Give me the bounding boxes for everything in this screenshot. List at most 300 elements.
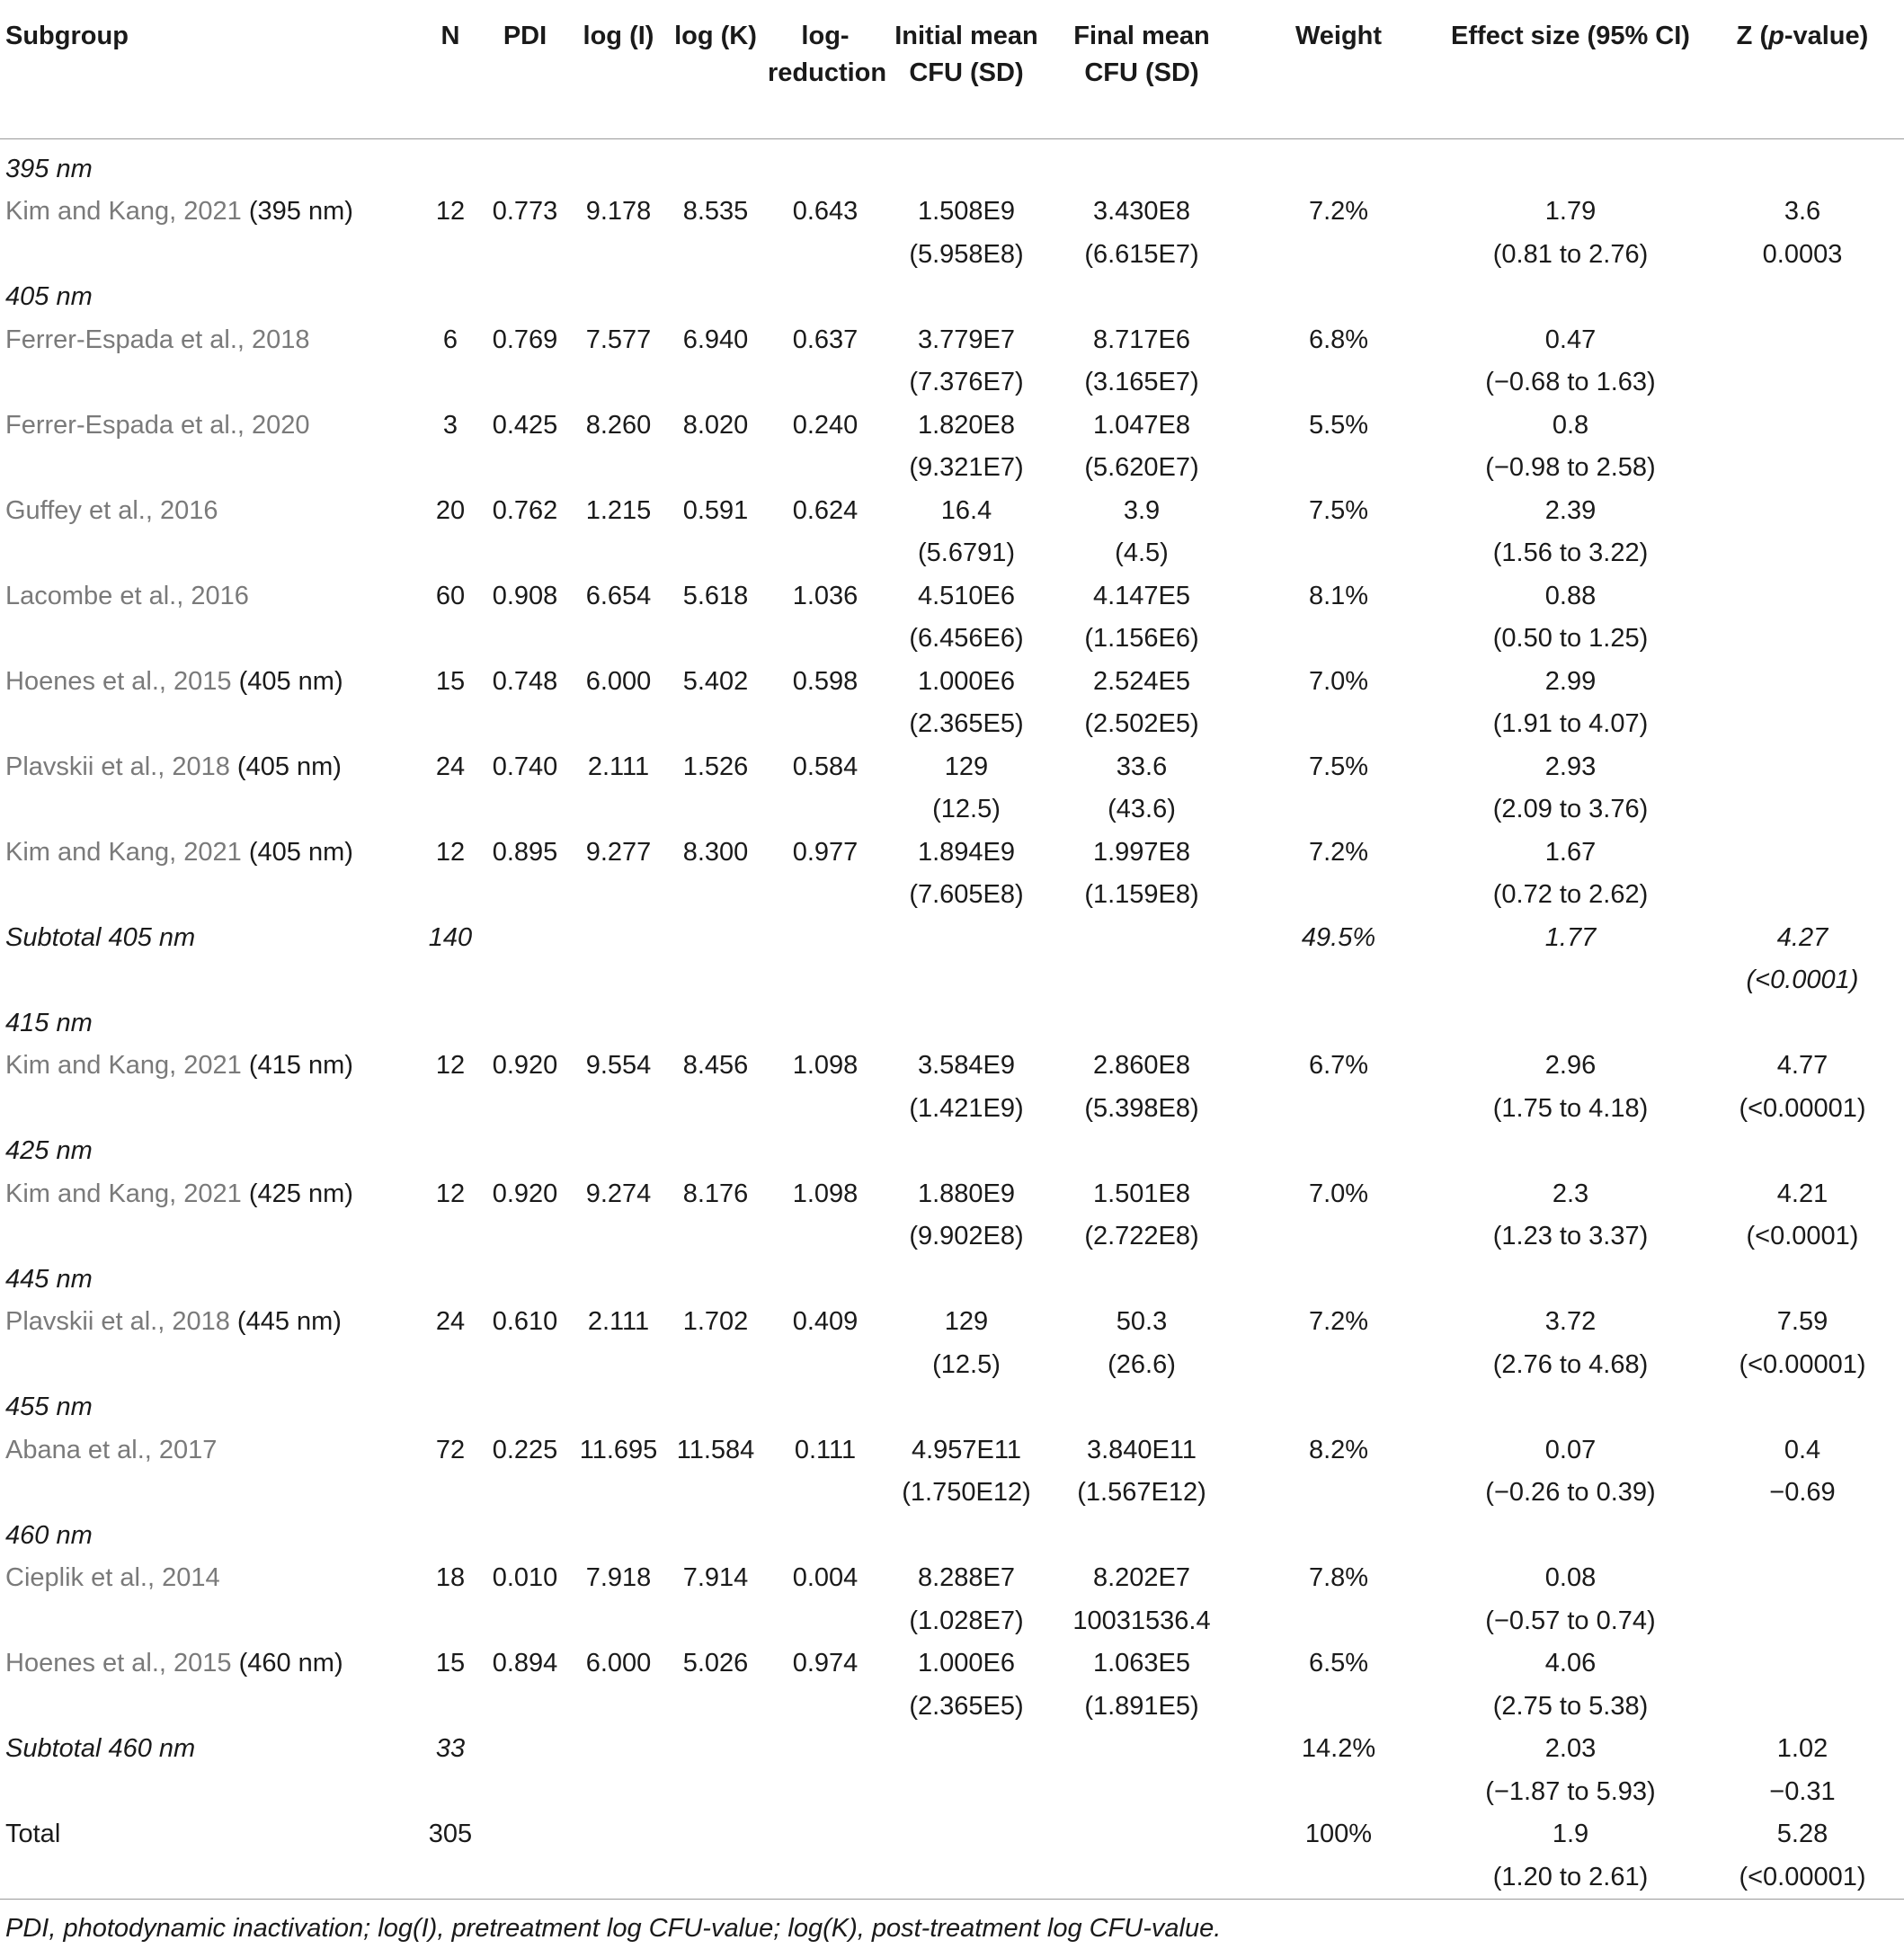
cell-initial (886, 661, 1046, 746)
cell-effect-size-value: 2.99 (1544, 666, 1597, 696)
cell-final-value: 33.6 (1116, 752, 1168, 781)
cell-log-i: 9.277 (585, 837, 652, 867)
cell-log-k: 5.026 (682, 1649, 749, 1678)
cell-empty (667, 917, 764, 1002)
cell-initial-value: 3.779E7 (917, 325, 1016, 354)
cell-effect-size (1440, 1173, 1701, 1259)
cell-effect-size (1440, 575, 1701, 661)
cell-effect-size-detail: (2.76 to 4.68) (1492, 1349, 1649, 1379)
group-heading-row (0, 1002, 1904, 1046)
cell-log-k: 8.300 (682, 837, 749, 867)
study-wavelength: (460 nm) (231, 1649, 343, 1678)
cell-final-detail: (1.891E5) (1084, 1691, 1199, 1721)
cell-effect-size-detail: (−0.57 to 0.74) (1485, 1606, 1656, 1635)
table-body (0, 138, 1904, 1900)
study-label (0, 405, 421, 490)
study-label (0, 1429, 421, 1515)
cell-z (1701, 490, 1904, 575)
cell-effect-size-detail: (0.72 to 2.62) (1492, 880, 1649, 909)
cell-z-value: 4.77 (1776, 1051, 1828, 1080)
cell-initial-value: 4.957E11 (911, 1435, 1022, 1464)
cell-effect-size (1440, 746, 1701, 832)
subtotal-row (0, 1728, 1904, 1813)
cell-final (1046, 1045, 1237, 1130)
subtotal-row (0, 917, 1904, 1002)
cell-final (1046, 1173, 1237, 1259)
cell-final-value: 1.501E8 (1092, 1179, 1191, 1208)
cell-effect-size-detail: (−0.98 to 2.58) (1485, 453, 1656, 482)
cell-z-value: 4.21 (1776, 1179, 1828, 1208)
cell-n: 12 (435, 837, 466, 867)
study-row (0, 746, 1904, 832)
study-author: Hoenes et al., 2015 (5, 1649, 232, 1678)
cell-weight: 7.2% (1308, 1307, 1369, 1336)
cell-effect-size (1440, 1728, 1701, 1813)
cell-z (1701, 1813, 1904, 1900)
cell-initial (886, 746, 1046, 832)
cell-effect-size-value: 2.93 (1544, 752, 1597, 781)
cell-pdi: 0.610 (492, 1307, 558, 1336)
cell-log-i: 6.654 (585, 581, 652, 610)
study-row (0, 832, 1904, 917)
cell-initial-value: 1.894E9 (917, 837, 1016, 867)
study-label (0, 1173, 421, 1259)
cell-initial-detail: (9.902E8) (909, 1222, 1024, 1250)
spacer-cell (0, 138, 1904, 148)
cell-pdi: 0.773 (492, 197, 558, 226)
col-header-effect-size: Effect size (95% CI) (1440, 0, 1701, 138)
cell-initial-detail: (7.605E8) (909, 880, 1024, 909)
cell-empty (480, 917, 570, 1002)
cell-initial-value: 129 (944, 1307, 989, 1336)
study-author: Ferrer-Espada et al., 2020 (5, 410, 310, 440)
cell-final-value: 1.047E8 (1092, 410, 1191, 440)
cell-log-i: 9.178 (585, 197, 652, 226)
z-header-suffix: -value) (1784, 22, 1869, 50)
cell-z-value: 7.59 (1776, 1307, 1828, 1336)
cell-empty (1046, 1728, 1237, 1813)
cell-z (1701, 917, 1904, 1002)
study-label (0, 490, 421, 575)
subtotal-label: Subtotal 460 nm (5, 1734, 196, 1763)
cell-final-value: 1.997E8 (1092, 837, 1191, 867)
cell-final (1046, 575, 1237, 661)
study-label (0, 1557, 421, 1642)
group-heading: 415 nm (5, 1008, 93, 1037)
cell-weight: 5.5% (1308, 410, 1369, 440)
study-author: Kim and Kang, 2021 (5, 837, 242, 867)
cell-initial-detail: (9.321E7) (909, 453, 1024, 482)
cell-n: 12 (435, 1051, 466, 1080)
cell-initial-value: 1.000E6 (917, 1649, 1016, 1678)
cell-weight: 14.2% (1301, 1734, 1376, 1763)
cell-effect-size-value: 1.9 (1552, 1820, 1589, 1848)
study-row (0, 1642, 1904, 1728)
cell-pdi: 0.769 (492, 325, 558, 354)
cell-log-i: 6.000 (585, 1649, 652, 1678)
group-heading-row (0, 1130, 1904, 1173)
cell-initial (886, 191, 1046, 276)
cell-weight: 8.1% (1308, 581, 1369, 610)
cell-initial (886, 1173, 1046, 1259)
study-wavelength: (415 nm) (241, 1051, 353, 1080)
cell-empty (570, 917, 667, 1002)
cell-z-detail: (<0.00001) (1739, 1093, 1866, 1123)
col-header-weight: Weight (1237, 0, 1440, 138)
col-header-initial: Initial mean CFU (SD) (886, 0, 1046, 138)
cell-initial (886, 1429, 1046, 1515)
cell-z-value: 0.4 (1784, 1435, 1821, 1464)
cell-log-reduction: 0.584 (792, 752, 859, 781)
cell-weight: 8.2% (1308, 1435, 1369, 1464)
cell-effect-size (1440, 661, 1701, 746)
cell-z (1701, 1301, 1904, 1386)
cell-effect-size-value: 0.8 (1552, 410, 1589, 440)
cell-final-value: 3.9 (1123, 495, 1161, 525)
study-author: Plavskii et al., 2018 (5, 1307, 230, 1336)
study-label (0, 661, 421, 746)
cell-log-k: 7.914 (682, 1563, 749, 1592)
study-wavelength: (395 nm) (241, 197, 353, 226)
cell-initial (886, 575, 1046, 661)
total-row (0, 1813, 1904, 1900)
cell-z-value: 3.6 (1784, 197, 1821, 226)
study-label (0, 746, 421, 832)
cell-final-detail: (2.502E5) (1084, 709, 1199, 738)
cell-effect-size-value: 2.3 (1552, 1179, 1589, 1208)
cell-effect-size-detail: (1.91 to 4.07) (1492, 709, 1649, 738)
cell-z (1701, 191, 1904, 276)
col-header-pdi: PDI (480, 0, 570, 138)
cell-final-value: 8.202E7 (1092, 1563, 1191, 1592)
cell-effect-size (1440, 490, 1701, 575)
cell-log-k: 11.584 (676, 1435, 755, 1464)
cell-z (1701, 746, 1904, 832)
cell-pdi: 0.762 (492, 495, 558, 525)
study-row (0, 575, 1904, 661)
cell-z (1701, 575, 1904, 661)
study-label (0, 191, 421, 276)
study-row (0, 1173, 1904, 1259)
group-heading-row (0, 1386, 1904, 1429)
cell-effect-size-value: 0.47 (1544, 325, 1597, 354)
study-author: Cieplik et al., 2014 (5, 1563, 220, 1592)
cell-empty (886, 1728, 1046, 1813)
cell-final-detail: (43.6) (1108, 795, 1176, 823)
cell-final-detail: (3.165E7) (1084, 368, 1199, 396)
cell-weight: 7.0% (1308, 666, 1369, 696)
cell-n: 72 (435, 1435, 466, 1464)
cell-pdi: 0.908 (492, 581, 558, 610)
cell-weight: 49.5% (1301, 922, 1376, 952)
cell-pdi: 0.010 (492, 1563, 558, 1592)
cell-final (1046, 832, 1237, 917)
cell-final-detail: (5.398E8) (1084, 1093, 1199, 1123)
cell-weight: 7.2% (1308, 837, 1369, 867)
cell-weight: 7.0% (1308, 1179, 1369, 1208)
study-label (0, 1045, 421, 1130)
cell-log-reduction: 0.643 (792, 197, 859, 226)
cell-initial-value: 1.820E8 (917, 410, 1016, 440)
cell-initial-detail: (1.421E9) (909, 1093, 1024, 1123)
cell-effect-size-detail: (1.23 to 3.37) (1492, 1222, 1649, 1250)
cell-initial-detail: (1.750E12) (902, 1478, 1031, 1507)
cell-z-detail: (<0.00001) (1739, 1862, 1866, 1891)
study-wavelength: (425 nm) (241, 1179, 353, 1208)
cell-effect-size-value: 4.06 (1544, 1649, 1597, 1678)
study-label (0, 1301, 421, 1386)
cell-initial-value: 1.508E9 (917, 197, 1016, 226)
group-heading: 425 nm (5, 1136, 93, 1165)
cell-z (1701, 1429, 1904, 1515)
cell-empty (886, 1813, 1046, 1900)
study-author: Kim and Kang, 2021 (5, 197, 242, 226)
cell-initial-value: 129 (944, 752, 989, 781)
cell-final-value: 2.860E8 (1092, 1051, 1191, 1080)
cell-z-value: 5.28 (1776, 1820, 1828, 1848)
cell-pdi: 0.425 (492, 410, 558, 440)
cell-n: 12 (435, 197, 466, 226)
cell-initial (886, 1301, 1046, 1386)
cell-final-detail: (5.620E7) (1084, 453, 1199, 482)
cell-final-detail: (2.722E8) (1084, 1222, 1199, 1250)
cell-empty (764, 917, 886, 1002)
cell-empty (480, 1813, 570, 1900)
cell-z-value: 4.27 (1776, 922, 1828, 952)
cell-final (1046, 1557, 1237, 1642)
study-label (0, 575, 421, 661)
study-author: Guffey et al., 2016 (5, 495, 218, 525)
cell-weight: 7.5% (1308, 752, 1369, 781)
footnote: PDI, photodynamic inactivation; log(I), pretreatment log CFU-value; log(K), post-treatment log CFU-value. (0, 1900, 1904, 1949)
cell-empty (886, 917, 1046, 1002)
cell-initial-value: 1.880E9 (917, 1179, 1016, 1208)
col-header-log-i: log (I) (570, 0, 667, 138)
group-heading: 460 nm (5, 1520, 93, 1550)
cell-empty (570, 1728, 667, 1813)
cell-weight: 7.8% (1308, 1563, 1369, 1592)
cell-log-reduction: 0.977 (792, 837, 859, 867)
cell-log-k: 8.535 (682, 197, 749, 226)
spacer-row (0, 138, 1904, 148)
cell-n: 15 (435, 1649, 466, 1678)
cell-log-k: 1.526 (682, 752, 749, 781)
cell-initial-detail: (7.376E7) (909, 368, 1024, 396)
group-heading-row (0, 276, 1904, 319)
cell-initial-detail: (5.958E8) (909, 239, 1024, 269)
col-header-log-reduction: log-reduction (764, 0, 886, 138)
cell-log-i: 7.918 (585, 1563, 652, 1592)
cell-initial (886, 1045, 1046, 1130)
cell-pdi: 0.748 (492, 666, 558, 696)
cell-effect-size-value: 1.77 (1544, 922, 1597, 952)
cell-final (1046, 661, 1237, 746)
group-heading: 455 nm (5, 1393, 93, 1421)
cell-empty (1046, 1813, 1237, 1900)
cell-weight: 100% (1304, 1820, 1373, 1848)
study-row (0, 405, 1904, 490)
col-header-final: Final mean CFU (SD) (1046, 0, 1237, 138)
cell-empty (764, 1813, 886, 1900)
cell-log-reduction: 0.004 (792, 1563, 859, 1592)
cell-final-value: 4.147E5 (1092, 581, 1191, 610)
cell-log-reduction: 1.098 (792, 1051, 859, 1080)
cell-log-k: 5.402 (682, 666, 749, 696)
cell-pdi: 0.225 (492, 1435, 558, 1464)
cell-log-i: 9.554 (585, 1051, 652, 1080)
cell-z-detail: −0.69 (1769, 1478, 1836, 1507)
cell-effect-size (1440, 1429, 1701, 1515)
cell-effect-size-value: 0.07 (1544, 1435, 1597, 1464)
cell-log-i: 9.274 (585, 1179, 652, 1208)
study-author: Plavskii et al., 2018 (5, 752, 230, 781)
cell-z (1701, 1557, 1904, 1642)
study-wavelength: (405 nm) (229, 752, 342, 781)
cell-initial-detail: (12.5) (932, 795, 1001, 823)
cell-empty (667, 1728, 764, 1813)
study-label (0, 832, 421, 917)
cell-z-detail: (<0.00001) (1739, 1349, 1866, 1379)
cell-final-value: 8.717E6 (1092, 325, 1191, 354)
cell-n: 140 (428, 922, 473, 952)
cell-log-reduction: 0.624 (792, 495, 859, 525)
cell-initial (886, 319, 1046, 405)
study-row (0, 490, 1904, 575)
cell-final (1046, 405, 1237, 490)
cell-effect-size (1440, 917, 1701, 1002)
cell-effect-size-value: 3.72 (1544, 1307, 1597, 1336)
group-heading: 395 nm (5, 154, 93, 183)
group-heading-row (0, 1259, 1904, 1302)
cell-initial-detail: (2.365E5) (909, 709, 1024, 738)
cell-final (1046, 319, 1237, 405)
cell-z (1701, 1642, 1904, 1728)
cell-log-i: 1.215 (585, 495, 652, 525)
cell-log-reduction: 1.036 (792, 581, 859, 610)
cell-z (1701, 1728, 1904, 1813)
cell-effect-size-detail: (2.75 to 5.38) (1492, 1691, 1649, 1721)
table-footer (0, 1900, 1904, 1949)
col-header-log-k: log (K) (667, 0, 764, 138)
cell-effect-size-detail: (−1.87 to 5.93) (1485, 1776, 1656, 1806)
group-heading: 445 nm (5, 1264, 93, 1294)
cell-log-i: 2.111 (587, 752, 650, 781)
cell-final (1046, 1642, 1237, 1728)
cell-log-reduction: 1.098 (792, 1179, 859, 1208)
cell-empty (764, 1728, 886, 1813)
cell-empty (480, 1728, 570, 1813)
study-row (0, 1045, 1904, 1130)
cell-effect-size-value: 2.96 (1544, 1051, 1597, 1080)
cell-z-detail: 0.0003 (1762, 239, 1843, 269)
cell-z-value: 1.02 (1776, 1734, 1828, 1763)
cell-z (1701, 661, 1904, 746)
cell-initial-value: 8.288E7 (917, 1563, 1016, 1592)
cell-empty (570, 1813, 667, 1900)
cell-z-detail: −0.31 (1769, 1776, 1836, 1806)
group-heading: 405 nm (5, 282, 93, 311)
cell-log-reduction: 0.111 (794, 1435, 857, 1464)
study-row (0, 1301, 1904, 1386)
cell-log-i: 2.111 (587, 1307, 650, 1336)
cell-final-detail: (6.615E7) (1084, 239, 1199, 269)
cell-effect-size-detail: (1.75 to 4.18) (1492, 1093, 1649, 1123)
cell-log-reduction: 0.974 (792, 1649, 859, 1678)
cell-pdi: 0.920 (492, 1179, 558, 1208)
cell-effect-size (1440, 832, 1701, 917)
cell-effect-size-detail: (0.81 to 2.76) (1492, 239, 1649, 269)
col-header-z (1701, 0, 1904, 138)
cell-final-value: 3.840E11 (1086, 1435, 1197, 1464)
cell-weight: 6.5% (1308, 1649, 1369, 1678)
cell-final (1046, 191, 1237, 276)
cell-effect-size (1440, 405, 1701, 490)
cell-n: 33 (435, 1734, 466, 1763)
study-row (0, 191, 1904, 276)
study-author: Kim and Kang, 2021 (5, 1051, 242, 1080)
study-row (0, 1429, 1904, 1515)
cell-log-reduction: 0.409 (792, 1307, 859, 1336)
cell-effect-size-detail: (2.09 to 3.76) (1492, 795, 1649, 823)
cell-weight: 6.8% (1308, 325, 1369, 354)
study-author: Ferrer-Espada et al., 2018 (5, 325, 310, 354)
cell-pdi: 0.894 (492, 1649, 558, 1678)
cell-initial-detail: (5.6791) (917, 538, 1015, 567)
cell-effect-size-detail: (0.50 to 1.25) (1492, 624, 1649, 653)
z-header-prefix: Z ( (1736, 22, 1769, 50)
cell-effect-size-value: 0.08 (1544, 1563, 1597, 1592)
cell-final (1046, 490, 1237, 575)
cell-effect-size-detail: (−0.26 to 0.39) (1485, 1478, 1656, 1507)
study-row (0, 661, 1904, 746)
cell-log-k: 6.940 (682, 325, 749, 354)
cell-n: 3 (442, 410, 458, 440)
z-header-p: p (1768, 22, 1784, 50)
cell-final-detail: 10031536.4 (1072, 1606, 1211, 1635)
cell-final-value: 50.3 (1116, 1307, 1168, 1336)
total-label: Total (5, 1820, 61, 1848)
cell-n: 18 (435, 1563, 466, 1592)
cell-z-detail: (<0.0001) (1746, 1222, 1859, 1250)
study-row (0, 1557, 1904, 1642)
cell-initial-detail: (2.365E5) (909, 1691, 1024, 1721)
cell-z (1701, 1045, 1904, 1130)
cell-initial-value: 1.000E6 (917, 666, 1016, 696)
cell-final (1046, 1301, 1237, 1386)
cell-effect-size-detail: (1.56 to 3.22) (1492, 538, 1649, 567)
study-author: Lacombe et al., 2016 (5, 581, 249, 610)
cell-initial-value: 16.4 (940, 495, 992, 525)
cell-log-reduction: 0.240 (792, 410, 859, 440)
cell-initial-value: 3.584E9 (917, 1051, 1016, 1080)
study-row (0, 319, 1904, 405)
cell-effect-size-value: 1.79 (1544, 197, 1597, 226)
cell-effect-size (1440, 1301, 1701, 1386)
cell-initial (886, 1642, 1046, 1728)
cell-log-i: 11.695 (579, 1435, 658, 1464)
study-label (0, 319, 421, 405)
cell-pdi: 0.740 (492, 752, 558, 781)
cell-empty (1046, 917, 1237, 1002)
group-heading-row (0, 1515, 1904, 1558)
cell-initial (886, 1557, 1046, 1642)
cell-n: 12 (435, 1179, 466, 1208)
cell-effect-size-value: 1.67 (1544, 837, 1597, 867)
cell-effect-size (1440, 1045, 1701, 1130)
subtotal-label: Subtotal 405 nm (5, 922, 196, 952)
study-author: Abana et al., 2017 (5, 1435, 218, 1464)
study-wavelength: (445 nm) (229, 1307, 342, 1336)
